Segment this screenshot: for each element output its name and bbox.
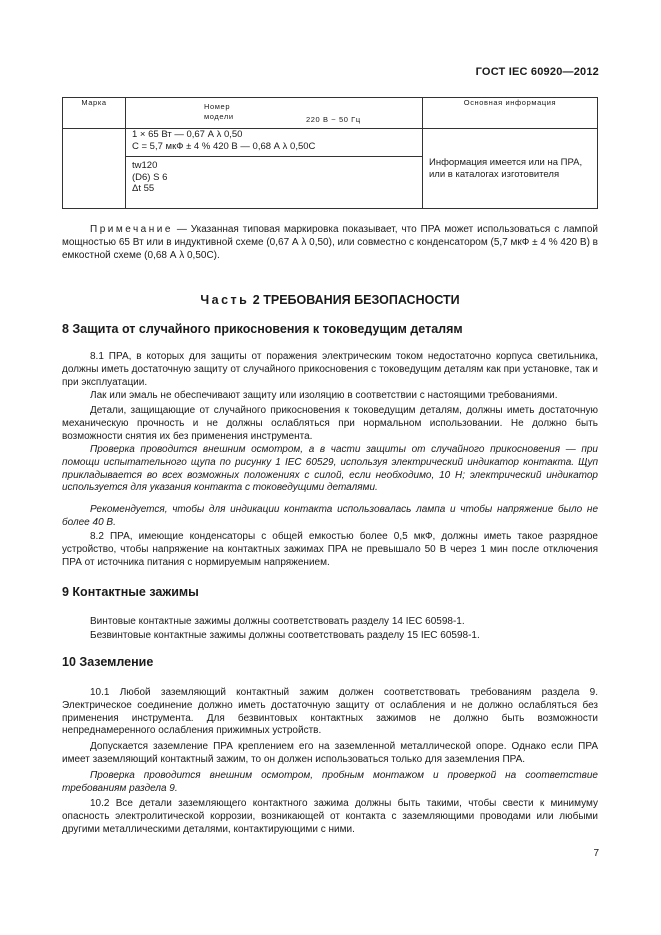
- note-label: Примечание: [90, 224, 173, 235]
- table-line-3: tw120: [132, 160, 158, 171]
- section-10-p2: Допускается заземление ПРА креплением его на заземленной металлической опоре. Однако если ПРА имеет заземляющий контактный зажим, то он должен использоваться только для заземления ПРА.: [62, 741, 598, 765]
- marking-table: [62, 97, 598, 209]
- part-2-heading: [62, 293, 598, 307]
- section-8-p1: 8.1 ПРА, в которых для защиты от поражения электрическим током недостаточно корпуса светильника, должны иметь достаточную защиту от случайного прикосновения с токоведущим деталям как при установке, так и при эксплуатации.: [62, 351, 598, 388]
- section-10-p1: 10.1 Любой заземляющий контактный зажим должен соответствовать требованиям раздела 9. Электрическое соединение должно иметь достаточную защиту от ослабления и не должно ослабляться без применения инструмента. Для безвинтовых контактных зажимов не должно быть возможности непреднамеренного ослабления прижимных устройств.: [62, 687, 598, 737]
- table-header-model-line2: модели: [204, 112, 234, 121]
- section-8-p6: 8.2 ПРА, имеющие конденсаторы с общей емкостью более 0,5 мкФ, должны иметь такое разрядное устройство, чтобы напряжение на контактных зажимах ПРА не превышало 50 В через 1 мин после отключения ПРА от источника питания с нормируемым напряжением.: [62, 531, 598, 568]
- page-number: 7: [593, 848, 599, 859]
- table-line-5: Δt 55: [132, 183, 155, 194]
- section-9-heading: 9 Контактные зажимы: [62, 585, 199, 599]
- table-cell-info: Информация имеется или на ПРА, или в каталогах изготовителя: [423, 129, 598, 209]
- section-8-p5: Рекомендуется, чтобы для индикации контакта использовалась лампа и чтобы напряжение было не более 40 В.: [62, 504, 598, 528]
- table-cell-marka: [63, 129, 126, 209]
- section-9-p1: Винтовые контактные зажимы должны соответствовать разделу 14 IEC 60598-1.: [90, 616, 465, 627]
- table-header-model-line1: Номер: [204, 102, 231, 111]
- table-header-model-voltage: 220 В ~ 50 Гц: [306, 115, 361, 124]
- table-header-marka: Марка: [63, 98, 126, 129]
- part-title: 2 ТРЕБОВАНИЯ БЕЗОПАСНОСТИ: [249, 293, 460, 307]
- section-10-p4: 10.2 Все детали заземляющего контактного зажима должны быть такими, чтобы свести к минимуму опасность электролитической коррозии, возникающей от контакта с заземляющими проводами или любыми другими металлическими деталями, контактирующими с ними.: [62, 798, 598, 835]
- section-8-p2: Лак или эмаль не обеспечивают защиту или изоляцию в соответствии с настоящими требованиями.: [90, 390, 558, 401]
- section-10-heading: 10 Заземление: [62, 655, 154, 669]
- standard-header: ГОСТ IEC 60920—2012: [475, 66, 599, 78]
- table-line-2: C = 5,7 мкФ ± 4 % 420 В — 0,68 А λ 0,50С: [132, 140, 316, 152]
- section-9-p2: Безвинтовые контактные зажимы должны соответствовать разделу 15 IEC 60598-1.: [90, 630, 480, 641]
- section-8-heading: 8 Защита от случайного прикосновения к токоведущим деталям: [62, 322, 463, 336]
- part-prefix: Часть: [200, 293, 250, 307]
- note-text: — Указанная типовая маркировка показывает, что ПРА может использоваться с лампой мощностью 65 Вт или в индуктивной схеме (0,67 А λ 0,50), или совместно с конденсатором (5,7 мкФ ± 4 % 420 В) в емкостной схеме (0,68 А λ 0,50С).: [62, 224, 598, 261]
- section-10-p3: Проверка проводится внешним осмотром, пробным монтажом и проверкой на соответствие требованиям раздела 9.: [62, 770, 598, 794]
- section-8-p4: Проверка проводится внешним осмотром, а в части защиты от случайного прикосновения — при помощи испытательного щупа по рисунку 1 IEC 60529, используя электрический индикатор контакта. Щуп прикладывается во всех возможных положениях с силой, если необходимо, 10 Н; электрический индикатор используется для указания контакта с токоведущими деталями.: [62, 444, 598, 494]
- table-header-info: Основная информация: [423, 98, 598, 129]
- table-line-1: 1 × 65 Вт — 0,67 А λ 0,50: [132, 129, 243, 140]
- table-cell-model: [126, 129, 423, 209]
- section-8-p3: Детали, защищающие от случайного прикосновения к токоведущим деталям, должны иметь достаточную механическую прочность и не должны ослабляться при нормальном использовании. Не должно быть возможности снятия их без применения инструмента.: [62, 405, 598, 442]
- table-line-4: (D6) S 6: [132, 171, 168, 183]
- table-header-model: [126, 98, 423, 129]
- note-paragraph: [62, 224, 598, 262]
